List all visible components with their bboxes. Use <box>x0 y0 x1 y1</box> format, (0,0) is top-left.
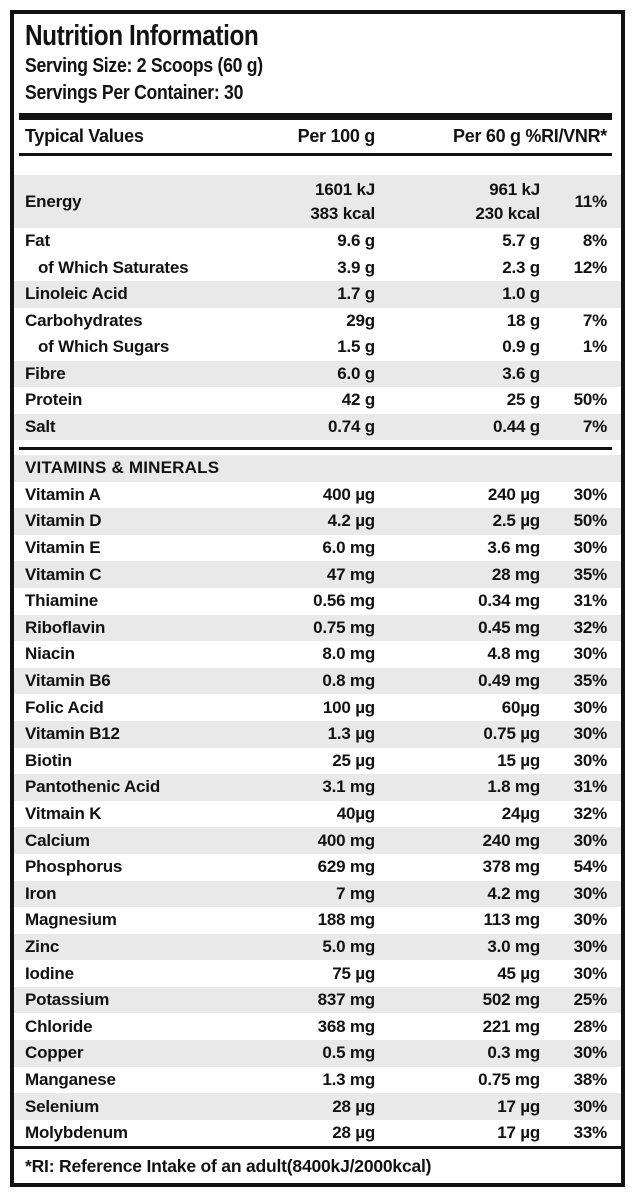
row-per-100g-value: 837 mg <box>317 990 375 1010</box>
row-ri-percent: 30% <box>573 1043 607 1063</box>
row-per-60g-value: 2.3 g <box>502 257 540 277</box>
row-ri-percent: 30% <box>573 910 607 930</box>
row-per-60g-value: 45 µg <box>497 963 540 983</box>
row-per-100g-value: 400 µg <box>322 484 375 504</box>
divider-thick <box>19 113 612 120</box>
row-label: Molybdenum <box>25 1123 128 1143</box>
table-row <box>14 774 621 801</box>
row-label: Selenium <box>25 1096 99 1116</box>
row-per-60g-value: 17 µg <box>497 1123 540 1143</box>
row-label: Folic Acid <box>25 697 104 717</box>
row-per-60g-value: 15 µg <box>497 750 540 770</box>
column-header-per-100g: Per 100 g <box>297 126 375 146</box>
table-row <box>14 588 621 615</box>
divider-section <box>19 447 612 450</box>
row-label: Magnesium <box>25 910 117 930</box>
row-label: Vitamin A <box>25 484 101 504</box>
row-per-100g-value: 1.7 g <box>337 284 375 304</box>
row-label: Chloride <box>25 1016 93 1036</box>
row-per-100g-value: 8.0 mg <box>322 644 375 664</box>
row-per-100g-value: 9.6 g <box>337 231 375 251</box>
table-row <box>14 854 621 881</box>
table-row <box>14 387 621 414</box>
row-per-100g-value: 6.0 mg <box>322 538 375 558</box>
macronutrient-table <box>14 175 621 440</box>
row-ri-percent: 28% <box>573 1016 607 1036</box>
row-per-100g-value: 400 mg <box>317 830 375 850</box>
column-header-row <box>14 120 621 153</box>
row-per-100g-value: 1.3 mg <box>322 1069 375 1089</box>
table-row <box>14 561 621 588</box>
row-ri-percent: 32% <box>573 617 607 637</box>
row-ri-percent: 7% <box>582 416 607 436</box>
row-per-60g-value: 5.7 g <box>502 231 540 251</box>
row-per-60g-value: 502 mg <box>482 990 540 1010</box>
row-ri-percent: 31% <box>573 777 607 797</box>
row-label: Linoleic Acid <box>25 284 128 304</box>
row-ri-percent: 30% <box>573 484 607 504</box>
row-per-100g-value: 0.74 g <box>328 416 375 436</box>
row-per-60g-value: 24µg <box>501 804 540 824</box>
row-per-60g-value: 0.44 g <box>493 416 540 436</box>
row-per-60g-value: 0.34 mg <box>478 591 540 611</box>
row-per-60g-value: 3.6 g <box>502 363 540 383</box>
table-row <box>14 748 621 775</box>
row-per-100g-value: 0.5 mg <box>322 1043 375 1063</box>
footnote: *RI: Reference Intake of an adult(8400kJ/2000kcal) <box>14 1149 621 1183</box>
row-per-60g-value: 60µg <box>501 697 540 717</box>
row-ri-percent: 54% <box>573 857 607 877</box>
row-per-100g-value: 0.8 mg <box>322 671 375 691</box>
row-label: Salt <box>25 416 56 436</box>
row-label: Vitamin B6 <box>25 671 111 691</box>
nutrition-label-box <box>10 10 625 1187</box>
table-row <box>14 694 621 721</box>
row-label: Vitamin E <box>25 538 101 558</box>
row-ri-percent: 38% <box>573 1069 607 1089</box>
vitamins-minerals-heading: VITAMINS & MINERALS <box>14 455 621 482</box>
row-per-100g-value: 3.9 g <box>337 257 375 277</box>
row-label: Vitamin B12 <box>25 724 120 744</box>
row-per-60g-value: 1.8 mg <box>487 777 540 797</box>
row-per-100g-value: 629 mg <box>317 857 375 877</box>
table-row <box>14 308 621 335</box>
row-per-100g-value: 1.5 g <box>337 337 375 357</box>
table-row <box>14 987 621 1014</box>
row-ri-percent: 12% <box>573 257 607 277</box>
row-per-60g-value: 4.2 mg <box>487 883 540 903</box>
row-ri-percent: 30% <box>573 724 607 744</box>
row-ri-percent: 32% <box>573 804 607 824</box>
row-label: Manganese <box>25 1069 116 1089</box>
row-per-100g-value: 0.75 mg <box>313 617 375 637</box>
row-per-100g-value: 4.2 µg <box>327 511 375 531</box>
row-label: Copper <box>25 1043 84 1063</box>
table-row <box>14 1093 621 1120</box>
row-label: Protein <box>25 390 83 410</box>
row-label: Potassium <box>25 990 110 1010</box>
row-label: Biotin <box>25 750 72 770</box>
row-per-60g-value: 0.9 g <box>502 337 540 357</box>
table-row <box>14 175 621 228</box>
table-row <box>14 721 621 748</box>
row-per-100g-value: 47 mg <box>326 564 375 584</box>
table-row <box>14 881 621 908</box>
row-label: of Which Saturates <box>38 257 189 277</box>
row-ri-percent: 30% <box>573 830 607 850</box>
row-ri-percent: 30% <box>573 1096 607 1116</box>
row-per-100g-value: 0.56 mg <box>313 591 375 611</box>
table-row <box>14 1013 621 1040</box>
row-label: Fibre <box>25 363 66 383</box>
table-row <box>14 1040 621 1067</box>
row-per-100g-value: 25 µg <box>332 750 375 770</box>
label-header <box>14 14 621 113</box>
table-row <box>14 281 621 308</box>
row-label: Pantothenic Acid <box>25 777 161 797</box>
row-label: Vitmain K <box>25 804 102 824</box>
row-ri-percent: 25% <box>573 990 607 1010</box>
row-per-60g-value: 0.45 mg <box>478 617 540 637</box>
row-label: of Which Sugars <box>38 337 170 357</box>
row-per-60g-value: 1.0 g <box>502 284 540 304</box>
row-per-60g-value: 221 mg <box>482 1016 540 1036</box>
row-per-100g-value: 3.1 mg <box>322 777 375 797</box>
page-title: Nutrition Information <box>25 20 259 52</box>
table-row <box>14 361 621 388</box>
table-row <box>14 482 621 509</box>
table-row <box>14 641 621 668</box>
table-row <box>14 508 621 535</box>
row-per-60g-value: 0.3 mg <box>487 1043 540 1063</box>
row-ri-percent: 8% <box>582 231 607 251</box>
row-per-60g-value: 961 kJ 230 kcal <box>475 179 540 223</box>
table-row <box>14 535 621 562</box>
row-ri-percent: 30% <box>573 936 607 956</box>
row-per-100g-value: 7 mg <box>336 883 375 903</box>
table-row <box>14 615 621 642</box>
row-per-60g-value: 0.75 mg <box>478 1069 540 1089</box>
row-per-100g-value: 5.0 mg <box>322 936 375 956</box>
column-header-per-60g-ri: Per 60 g %RI/VNR* <box>453 126 607 146</box>
spacer <box>14 156 621 175</box>
row-ri-percent: 30% <box>573 750 607 770</box>
row-per-100g-value: 1601 kJ 383 kcal <box>310 179 375 223</box>
row-ri-percent: 35% <box>573 671 607 691</box>
row-label: Fat <box>25 231 50 251</box>
table-row <box>14 1067 621 1094</box>
row-ri-percent: 30% <box>573 883 607 903</box>
row-ri-percent: 35% <box>573 564 607 584</box>
row-per-60g-value: 28 mg <box>491 564 540 584</box>
row-per-60g-value: 17 µg <box>497 1096 540 1116</box>
row-per-100g-value: 188 mg <box>317 910 375 930</box>
table-row <box>14 334 621 361</box>
table-row <box>14 414 621 441</box>
table-row <box>14 907 621 934</box>
row-per-60g-value: 2.5 µg <box>492 511 540 531</box>
row-ri-percent: 30% <box>573 963 607 983</box>
row-per-100g-value: 6.0 g <box>337 363 375 383</box>
row-per-100g-value: 100 µg <box>322 697 375 717</box>
row-ri-percent: 33% <box>573 1123 607 1143</box>
serving-size-text: Serving Size: 2 Scoops (60 g) <box>25 55 263 77</box>
table-row <box>14 801 621 828</box>
table-row <box>14 228 621 255</box>
row-label: Zinc <box>25 936 60 956</box>
row-per-100g-value: 28 µg <box>332 1096 375 1116</box>
row-ri-percent: 1% <box>582 337 607 357</box>
table-row <box>14 668 621 695</box>
row-ri-percent: 7% <box>582 310 607 330</box>
row-label: Niacin <box>25 644 75 664</box>
servings-per-container-text: Servings Per Container: 30 <box>25 82 244 104</box>
row-per-60g-value: 0.75 µg <box>483 724 540 744</box>
row-label: Iron <box>25 883 57 903</box>
row-per-100g-value: 28 µg <box>332 1123 375 1143</box>
row-ri-percent: 30% <box>573 697 607 717</box>
row-label: Thiamine <box>25 591 99 611</box>
row-ri-percent: 31% <box>573 591 607 611</box>
row-per-60g-value: 3.0 mg <box>487 936 540 956</box>
row-ri-percent: 30% <box>573 538 607 558</box>
row-ri-percent: 30% <box>573 644 607 664</box>
table-row <box>14 934 621 961</box>
row-label: Riboflavin <box>25 617 106 637</box>
vitamins-minerals-table <box>14 482 621 1147</box>
row-per-60g-value: 240 µg <box>487 484 540 504</box>
table-row <box>14 960 621 987</box>
vitamins-minerals-section <box>14 455 621 1146</box>
row-label: Carbohydrates <box>25 310 143 330</box>
row-label: Vitamin C <box>25 564 102 584</box>
row-per-60g-value: 4.8 mg <box>487 644 540 664</box>
row-per-60g-value: 3.6 mg <box>487 538 540 558</box>
row-label: Phosphorus <box>25 857 123 877</box>
row-label: Calcium <box>25 830 90 850</box>
row-per-60g-value: 240 mg <box>482 830 540 850</box>
row-per-60g-value: 25 g <box>506 390 540 410</box>
row-per-100g-value: 368 mg <box>317 1016 375 1036</box>
row-per-60g-value: 18 g <box>506 310 540 330</box>
table-row <box>14 1120 621 1147</box>
row-ri-percent: 50% <box>573 390 607 410</box>
table-row <box>14 827 621 854</box>
row-per-60g-value: 378 mg <box>482 857 540 877</box>
row-label: Iodine <box>25 963 74 983</box>
row-label: Energy <box>25 191 82 211</box>
row-ri-percent: 50% <box>573 511 607 531</box>
row-ri-percent: 11% <box>574 191 607 211</box>
row-per-60g-value: 0.49 mg <box>478 671 540 691</box>
row-per-100g-value: 75 µg <box>332 963 375 983</box>
row-per-100g-value: 1.3 µg <box>327 724 375 744</box>
column-header-typical-values: Typical Values <box>25 126 144 146</box>
row-per-100g-value: 42 g <box>341 390 375 410</box>
row-label: Vitamin D <box>25 511 102 531</box>
row-per-100g-value: 40µg <box>336 804 375 824</box>
row-per-100g-value: 29g <box>346 310 375 330</box>
row-per-60g-value: 113 mg <box>483 910 540 930</box>
table-row <box>14 255 621 282</box>
